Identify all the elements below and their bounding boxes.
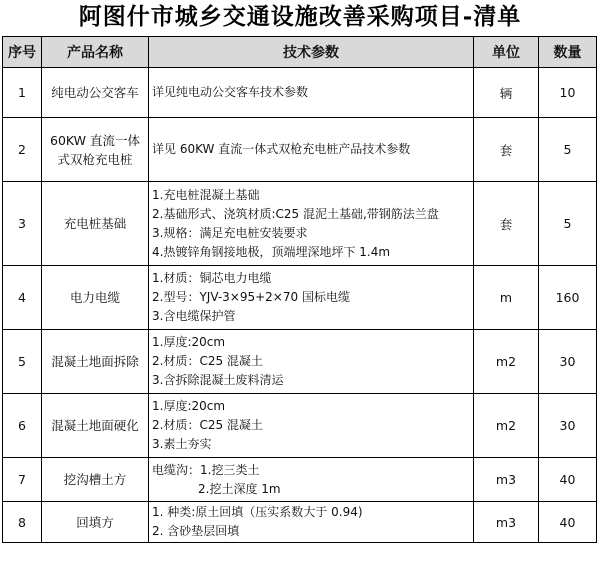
header-qty: 数量 xyxy=(539,37,597,68)
row-product-name: 充电桩基础 xyxy=(42,182,149,266)
header-params: 技术参数 xyxy=(149,37,474,68)
header-index: 序号 xyxy=(3,37,42,68)
table-row xyxy=(3,118,597,182)
param-line: 详见纯电动公交客车技术参数 xyxy=(152,85,309,99)
header-unit: 单位 xyxy=(474,37,539,68)
row-qty: 5 xyxy=(539,118,597,182)
param-line: 2.型号：YJV-3×95+2×70 国标电缆 xyxy=(152,290,350,304)
row-params xyxy=(149,182,474,266)
param-line: 2.材质：C25 混凝土 xyxy=(152,418,263,432)
row-qty: 40 xyxy=(539,502,597,543)
row-qty: 30 xyxy=(539,394,597,458)
table-row xyxy=(3,502,597,543)
row-index: 2 xyxy=(3,118,42,182)
table-row xyxy=(3,394,597,458)
param-line: 1.厚度:20cm xyxy=(152,335,226,349)
row-index: 1 xyxy=(3,68,42,118)
param-line: 2.材质：C25 混凝土 xyxy=(152,354,263,368)
param-line: 2. 含砂垫层回填 xyxy=(152,524,240,538)
table-row xyxy=(3,330,597,394)
row-index: 7 xyxy=(3,458,42,502)
param-line: 2.挖土深度 1m xyxy=(198,481,281,496)
row-unit: 套 xyxy=(474,182,539,266)
row-unit: m3 xyxy=(474,502,539,543)
param-line: 3.素土夯实 xyxy=(152,437,212,451)
param-line: 3.含拆除混凝土废料清运 xyxy=(152,373,284,387)
param-line: 电缆沟：1.挖三类土 xyxy=(152,462,260,477)
row-unit: m3 xyxy=(474,458,539,502)
document-title: 阿图什市城乡交通设施改善采购项目-清单 xyxy=(78,3,522,30)
row-index: 5 xyxy=(3,330,42,394)
row-product-name: 60KW 直流一体式双枪充电桩 xyxy=(42,118,149,182)
table-row xyxy=(3,266,597,330)
row-unit: 辆 xyxy=(474,68,539,118)
row-qty: 10 xyxy=(539,68,597,118)
param-line: 4.热镀锌角钢接地极，顶端埋深地坪下 1.4m xyxy=(152,244,391,259)
param-line: 3.含电缆保护管 xyxy=(152,309,236,323)
row-product-name: 回填方 xyxy=(42,502,149,543)
row-product-name: 混凝土地面拆除 xyxy=(42,330,149,394)
row-params xyxy=(149,394,474,458)
param-line: 详见 60KW 直流一体式双枪充电桩产品技术参数 xyxy=(152,142,411,156)
row-qty: 5 xyxy=(539,182,597,266)
row-product-name: 纯电动公交客车 xyxy=(42,68,149,118)
row-qty: 40 xyxy=(539,458,597,502)
row-params xyxy=(149,330,474,394)
row-index: 4 xyxy=(3,266,42,330)
row-index: 8 xyxy=(3,502,42,543)
table-row xyxy=(3,458,597,502)
param-line: 1.厚度:20cm xyxy=(152,399,226,413)
row-params xyxy=(149,118,474,182)
row-unit: m xyxy=(474,266,539,330)
table-header-row xyxy=(3,37,597,68)
row-index: 6 xyxy=(3,394,42,458)
row-params xyxy=(149,68,474,118)
row-qty: 160 xyxy=(539,266,597,330)
param-line: 1.材质：铜芯电力电缆 xyxy=(152,271,272,285)
row-product-name: 电力电缆 xyxy=(42,266,149,330)
row-params xyxy=(149,502,474,543)
row-unit: m2 xyxy=(474,394,539,458)
row-index: 3 xyxy=(3,182,42,266)
procurement-table xyxy=(2,36,597,543)
row-params xyxy=(149,266,474,330)
param-line: 2.基础形式、浇筑材质:C25 混泥土基础,带钢筋法兰盘 xyxy=(152,206,439,221)
table-row xyxy=(3,182,597,266)
param-line: 1. 种类:原土回填（压实系数大于 0.94) xyxy=(152,505,363,519)
row-unit: 套 xyxy=(474,118,539,182)
row-params xyxy=(149,458,474,502)
param-line: 3.规格：满足充电桩安装要求 xyxy=(152,225,308,240)
row-product-name: 混凝土地面硬化 xyxy=(42,394,149,458)
param-line: 1.充电桩混凝土基础 xyxy=(152,187,260,202)
header-name: 产品名称 xyxy=(42,37,149,68)
row-unit: m2 xyxy=(474,330,539,394)
table-row xyxy=(3,68,597,118)
row-product-name: 挖沟槽土方 xyxy=(42,458,149,502)
row-qty: 30 xyxy=(539,330,597,394)
